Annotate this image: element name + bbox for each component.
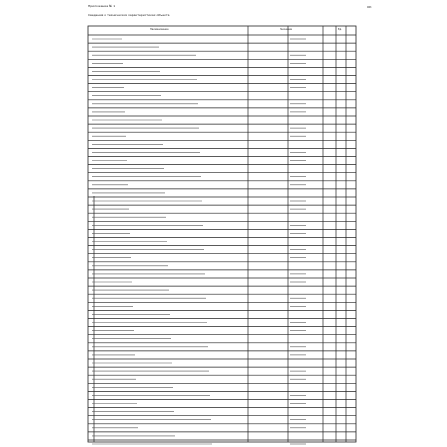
header-value-label: Значение <box>280 28 293 31</box>
header-name-label: Наименование <box>150 28 169 31</box>
table-frame <box>88 26 356 442</box>
table-column-lines <box>94 26 346 442</box>
document-title: Сведения о технических характеристиках объекта <box>88 13 170 17</box>
document-header-right: ОК <box>367 5 372 9</box>
document-header-left: Приложение № 1 <box>88 4 116 8</box>
header-unit-label: Ед. <box>338 28 342 31</box>
